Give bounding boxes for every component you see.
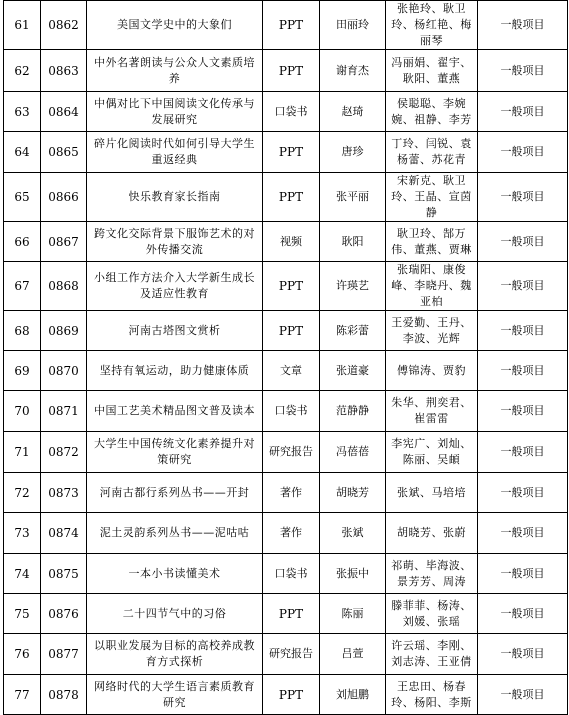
cell-type: PPT — [263, 594, 320, 634]
cell-number: 64 — [4, 132, 41, 173]
cell-members: 胡晓芳、张蔚 — [386, 513, 478, 554]
table-row — [4, 173, 568, 222]
cell-level: 一般项目 — [478, 132, 568, 173]
cell-title: 河南古塔图文赏析 — [87, 311, 263, 351]
table-row — [4, 50, 568, 92]
table-row — [4, 1, 568, 50]
cell-number: 65 — [4, 173, 41, 222]
cell-title: 中国工艺美术精品图文普及读本 — [87, 391, 263, 432]
cell-code: 0871 — [41, 391, 87, 432]
cell-type: 文章 — [263, 351, 320, 391]
project-table — [3, 0, 568, 715]
cell-members: 王忠田、杨春玲、杨阳、李斯 — [386, 675, 478, 715]
cell-author: 范静静 — [320, 391, 386, 432]
cell-members: 张艳玲、耿卫玲、杨红艳、梅丽琴 — [386, 1, 478, 50]
cell-number: 74 — [4, 554, 41, 594]
cell-number: 67 — [4, 262, 41, 311]
cell-number: 63 — [4, 92, 41, 132]
cell-level: 一般项目 — [478, 1, 568, 50]
cell-title: 以职业发展为目标的高校养成教育方式探析 — [87, 634, 263, 675]
cell-type: 视频 — [263, 222, 320, 262]
cell-author: 赵琦 — [320, 92, 386, 132]
cell-title: 网络时代的大学生语言素质教育研究 — [87, 675, 263, 715]
cell-author: 吕萱 — [320, 634, 386, 675]
cell-level: 一般项目 — [478, 262, 568, 311]
cell-type: 研究报告 — [263, 634, 320, 675]
cell-code: 0876 — [41, 594, 87, 634]
cell-code: 0878 — [41, 675, 87, 715]
cell-type: 口袋书 — [263, 554, 320, 594]
table-row — [4, 351, 568, 391]
table-row — [4, 675, 568, 715]
cell-code: 0869 — [41, 311, 87, 351]
cell-number: 73 — [4, 513, 41, 554]
cell-title: 河南古都行系列丛书——开封 — [87, 473, 263, 513]
cell-code: 0875 — [41, 554, 87, 594]
cell-author: 谢育杰 — [320, 50, 386, 92]
cell-members: 丁玲、闫锐、袁杨蕾、苏花青 — [386, 132, 478, 173]
cell-author: 张平丽 — [320, 173, 386, 222]
cell-members: 宋新克、耿卫玲、王晶、宣茵静 — [386, 173, 478, 222]
cell-title: 碎片化阅读时代如何引导大学生重返经典 — [87, 132, 263, 173]
cell-level: 一般项目 — [478, 173, 568, 222]
cell-type: PPT — [263, 132, 320, 173]
cell-number: 62 — [4, 50, 41, 92]
cell-type: 口袋书 — [263, 391, 320, 432]
cell-members: 傅锦涛、贾豹 — [386, 351, 478, 391]
cell-number: 66 — [4, 222, 41, 262]
table-body — [4, 1, 568, 715]
cell-title: 中偶对比下中国阅读文化传承与发展研究 — [87, 92, 263, 132]
cell-title: 中外名著朗读与公众人文素质培养 — [87, 50, 263, 92]
cell-title: 一本小书读懂美术 — [87, 554, 263, 594]
cell-number: 69 — [4, 351, 41, 391]
cell-code: 0868 — [41, 262, 87, 311]
cell-members: 冯丽娟、翟宇、耿阳、董燕 — [386, 50, 478, 92]
cell-level: 一般项目 — [478, 92, 568, 132]
cell-code: 0872 — [41, 432, 87, 473]
table-row — [4, 311, 568, 351]
cell-level: 一般项目 — [478, 50, 568, 92]
cell-author: 张斌 — [320, 513, 386, 554]
cell-level: 一般项目 — [478, 554, 568, 594]
table-row — [4, 473, 568, 513]
table-row — [4, 391, 568, 432]
cell-title: 小组工作方法介入大学新生成长及适应性教育 — [87, 262, 263, 311]
table-row — [4, 132, 568, 173]
cell-level: 一般项目 — [478, 634, 568, 675]
cell-members: 祁萌、毕海波、景芳芳、周涛 — [386, 554, 478, 594]
cell-code: 0870 — [41, 351, 87, 391]
cell-number: 71 — [4, 432, 41, 473]
cell-author: 陈丽 — [320, 594, 386, 634]
cell-code: 0862 — [41, 1, 87, 50]
cell-title: 二十四节气中的习俗 — [87, 594, 263, 634]
cell-number: 77 — [4, 675, 41, 715]
cell-author: 张道豪 — [320, 351, 386, 391]
cell-members: 耿卫玲、郜万伟、董燕、贾琳 — [386, 222, 478, 262]
cell-level: 一般项目 — [478, 311, 568, 351]
cell-level: 一般项目 — [478, 432, 568, 473]
cell-members: 张瑞阳、康俊峰、李晓丹、魏亚柏 — [386, 262, 478, 311]
cell-code: 0874 — [41, 513, 87, 554]
cell-title: 泥土灵韵系列丛书——泥咕咕 — [87, 513, 263, 554]
cell-title: 大学生中国传统文化素养提升对策研究 — [87, 432, 263, 473]
cell-level: 一般项目 — [478, 513, 568, 554]
table-row — [4, 432, 568, 473]
cell-title: 坚持有氧运动，助力健康体质 — [87, 351, 263, 391]
table-row — [4, 513, 568, 554]
cell-author: 唐珍 — [320, 132, 386, 173]
cell-author: 陈彩蕾 — [320, 311, 386, 351]
cell-number: 61 — [4, 1, 41, 50]
cell-title: 美国文学史中的大象们 — [87, 1, 263, 50]
cell-author: 刘旭鹏 — [320, 675, 386, 715]
cell-number: 68 — [4, 311, 41, 351]
cell-type: PPT — [263, 675, 320, 715]
cell-type: PPT — [263, 50, 320, 92]
cell-author: 胡晓芳 — [320, 473, 386, 513]
cell-type: PPT — [263, 262, 320, 311]
cell-type: 著作 — [263, 473, 320, 513]
cell-code: 0866 — [41, 173, 87, 222]
cell-type: 著作 — [263, 513, 320, 554]
table-row — [4, 92, 568, 132]
cell-type: PPT — [263, 173, 320, 222]
cell-members: 许云瑶、李刚、刘志涛、王亚倩 — [386, 634, 478, 675]
cell-number: 72 — [4, 473, 41, 513]
cell-members: 李宪广、刘灿、陈丽、吴頔 — [386, 432, 478, 473]
cell-code: 0867 — [41, 222, 87, 262]
cell-level: 一般项目 — [478, 351, 568, 391]
cell-type: PPT — [263, 311, 320, 351]
cell-level: 一般项目 — [478, 391, 568, 432]
cell-author: 田丽玲 — [320, 1, 386, 50]
cell-title: 跨文化交际背景下服饰艺术的对外传播交流 — [87, 222, 263, 262]
cell-level: 一般项目 — [478, 473, 568, 513]
cell-number: 76 — [4, 634, 41, 675]
cell-code: 0863 — [41, 50, 87, 92]
table-row — [4, 262, 568, 311]
cell-type: PPT — [263, 1, 320, 50]
cell-title: 快乐教育家长指南 — [87, 173, 263, 222]
cell-type: 口袋书 — [263, 92, 320, 132]
cell-code: 0873 — [41, 473, 87, 513]
cell-author: 冯蓓蓓 — [320, 432, 386, 473]
table-row — [4, 594, 568, 634]
cell-members: 朱华、荆奕君、崔雷雷 — [386, 391, 478, 432]
cell-author: 张振中 — [320, 554, 386, 594]
table-row — [4, 222, 568, 262]
cell-code: 0877 — [41, 634, 87, 675]
cell-members: 滕菲菲、杨涛、刘媛、张瑶 — [386, 594, 478, 634]
cell-level: 一般项目 — [478, 675, 568, 715]
cell-members: 张斌、马培培 — [386, 473, 478, 513]
cell-level: 一般项目 — [478, 594, 568, 634]
cell-members: 王爱勤、王丹、李波、光辉 — [386, 311, 478, 351]
cell-type: 研究报告 — [263, 432, 320, 473]
cell-author: 许瑛艺 — [320, 262, 386, 311]
cell-level: 一般项目 — [478, 222, 568, 262]
table-row — [4, 554, 568, 594]
cell-code: 0865 — [41, 132, 87, 173]
cell-code: 0864 — [41, 92, 87, 132]
cell-members: 侯聪聪、李婉婉、祖静、李芳 — [386, 92, 478, 132]
cell-author: 耿阳 — [320, 222, 386, 262]
table-row — [4, 634, 568, 675]
cell-number: 70 — [4, 391, 41, 432]
cell-number: 75 — [4, 594, 41, 634]
